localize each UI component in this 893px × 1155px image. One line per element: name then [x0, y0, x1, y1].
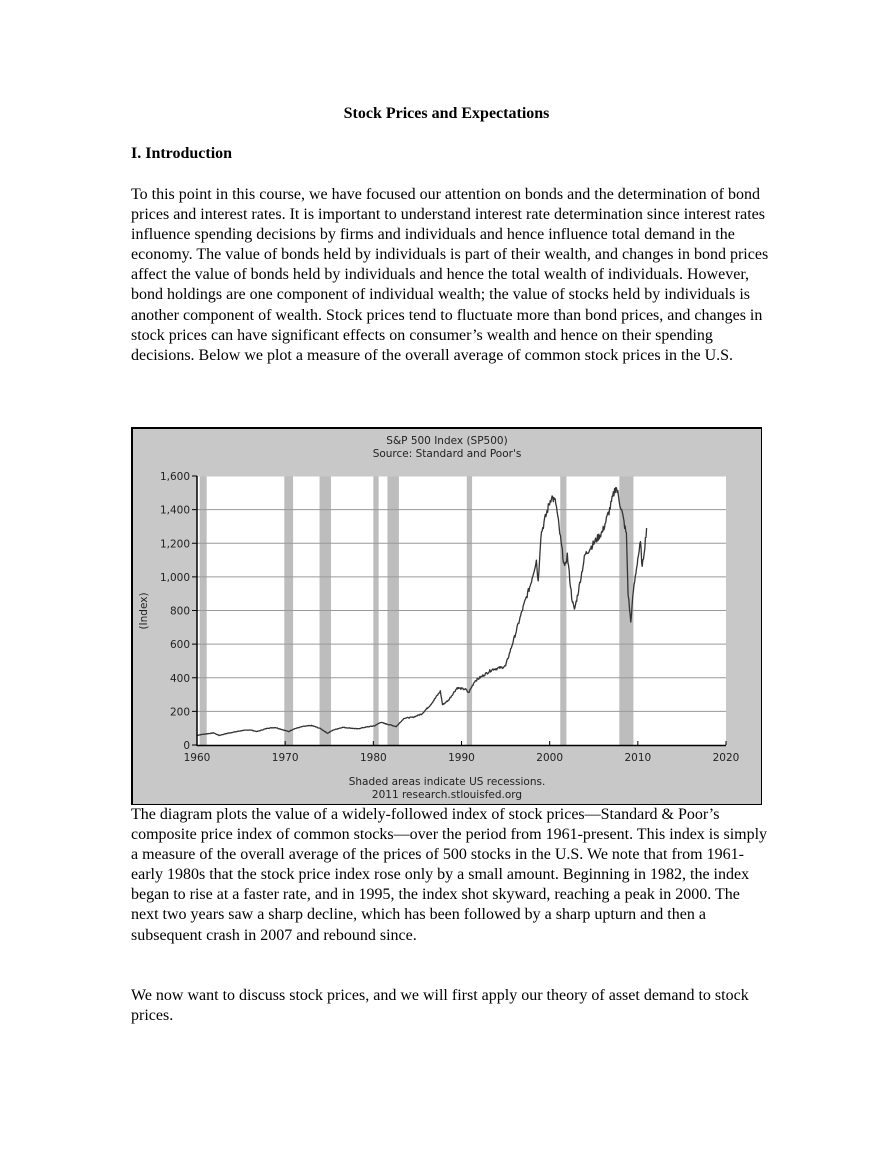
y-axis-ticks [160, 471, 197, 752]
x-tick-label: 1980 [359, 752, 387, 764]
chart-subtitle: Source: Standard and Poor's [372, 448, 522, 460]
chart-canvas [133, 429, 761, 804]
x-tick-label: 2000 [536, 752, 564, 764]
sp500-chart [131, 427, 762, 805]
y-tick-label: 1,600 [159, 471, 190, 483]
y-tick-label: 1,200 [159, 538, 190, 551]
y-tick-label: 1,400 [159, 504, 190, 517]
recession-footnote: Shaded areas indicate US recessions. [348, 776, 546, 788]
x-tick-label: 1970 [271, 752, 299, 764]
chart-title: S&P 500 Index (SP500) [386, 435, 508, 447]
intro-paragraph: To this point in this course, we have focused our attention on bonds and the determination of bond prices and interest rates. It is important to understand interest rate determination since interest rates influence spending decisions by firms and individuals and hence influence total demand in the economy. The value of bonds held by individuals is part of their wealth, and changes in bond prices affect the value of bonds held by individuals and hence the total wealth of individuals. However, bond holdings are one component of individual wealth; the value of stocks held by individuals is another component of wealth. Stock prices tend to fluctuate more than bond prices, and changes in stock prices can have significant effects on consumer’s wealth and hence on their spending decisions. Below we plot a measure of the overall average of common stock prices in the U.S. [131, 186, 769, 364]
chart-credit: 2011 research.stlouisfed.org [371, 789, 523, 801]
y-tick-label: 0 [183, 740, 190, 752]
y-axis-label: (Index) [138, 592, 150, 630]
y-tick-label: 600 [169, 639, 190, 652]
y-tick-label: 200 [169, 706, 190, 719]
chart-discussion-paragraph: The diagram plots the value of a widely-followed index of stock prices—Standard & Poor’s composite price index of common stocks—over the period from 1961-present. This index is simply a measure of the overall average of the prices of 500 stocks in the U.S. We note that from 1961-early 1980s that the stock price index rose only by a small amount. Beginning in 1982, the index began to rise at a faster rate, and in 1995, the index shot skyward, reaching a peak in 2000. The next two years saw a sharp decline, which has been followed by a sharp upturn and then a subsequent crash in 2007 and rebound since. [131, 806, 768, 944]
y-tick-label: 400 [169, 672, 190, 685]
x-tick-label: 2010 [624, 752, 652, 764]
page-title: Stock Prices and Expectations [343, 105, 550, 122]
y-tick-label: 1,000 [159, 571, 190, 584]
next-topic-paragraph: We now want to discuss stock prices, and we will first apply our theory of asset demand to stock prices. [131, 987, 749, 1025]
x-tick-label: 1960 [183, 752, 211, 764]
y-tick-label: 800 [169, 605, 190, 618]
x-tick-label: 2020 [712, 752, 740, 764]
section-heading: I. Introduction [131, 145, 233, 162]
x-tick-label: 1990 [448, 752, 475, 764]
